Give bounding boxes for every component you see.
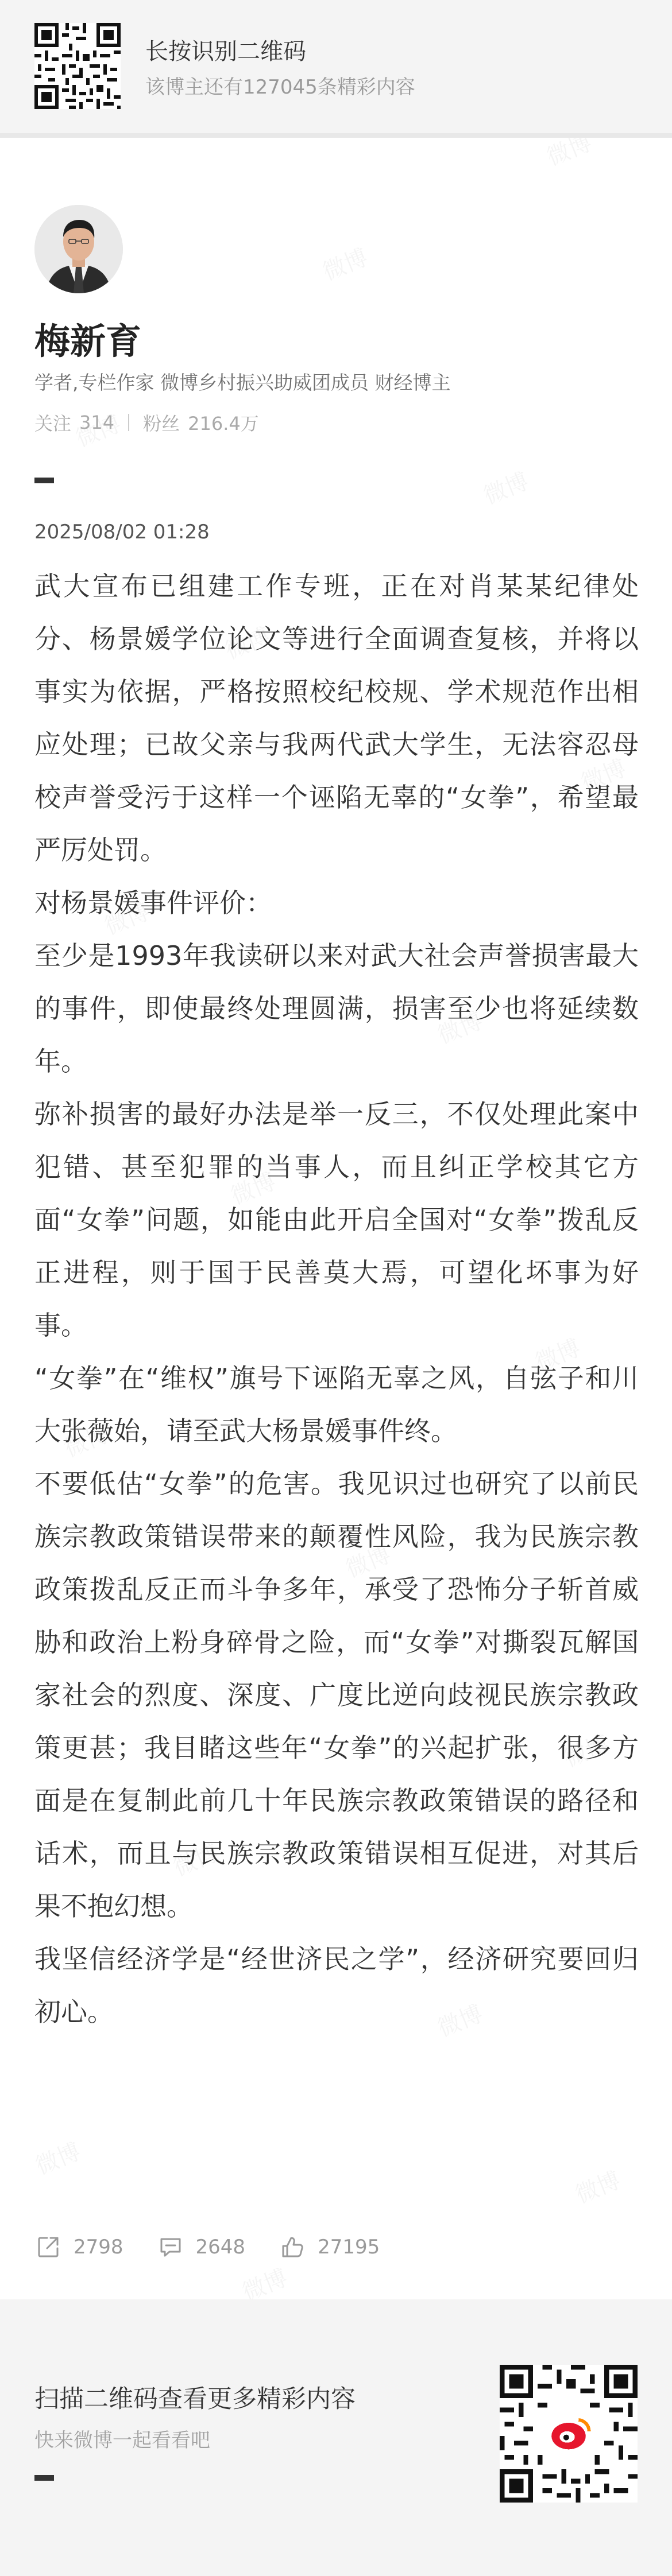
- like-count: 27195: [318, 2236, 380, 2259]
- avatar[interactable]: [34, 205, 123, 293]
- user-name[interactable]: 梅新育: [34, 320, 142, 362]
- post-paragraph: 弥补损害的最好办法是举一反三，不仅处理此案中犯错、甚至犯罪的当事人，而且纠正学校其它方面“女拳”问题，如能由此开启全国对“女拳”拨乱反正进程，则于国于民善莫大焉，可望化坏事为好事。: [34, 1099, 639, 1341]
- post-paragraph: 不要低估“女拳”的危害。我见识过也研究了以前民族宗教政策错误带来的颠覆性风险，我为民族宗教政策拨乱反正而斗争多年，承受了恐怖分子斩首威胁和政治上粉身碎骨之险，而“女拳”对撕裂瓦解国家社会的烈度、深度、广度比逆向歧视民族宗教政策更甚；我目睹这些年“女拳”的兴起扩张，很多方面是在复制此前几十年民族宗教政策错误的路径和话术，而且与民族宗教政策错误相互促进，对其后果不抱幻想。: [34, 1468, 639, 1922]
- qr-code-icon[interactable]: [34, 23, 121, 109]
- footer-divider-bar: [34, 2475, 54, 2481]
- footer-subtitle: 快来微博一起看看吧: [34, 2429, 210, 2452]
- post-actions: [34, 2230, 413, 2264]
- followers-label: 粉丝: [143, 413, 180, 434]
- user-stats: [34, 409, 259, 436]
- watermark-text: [30, 2133, 85, 2181]
- banner-subtitle: 该博主还有127045条精彩内容: [145, 76, 415, 99]
- comment-count: 2648: [195, 2236, 246, 2259]
- like-button[interactable]: [279, 2233, 380, 2261]
- post-paragraph: 武大宣布已组建工作专班，正在对肖某某纪律处分、杨景媛学位论文等进行全面调查复核，并将以事实为依据，严格按照校纪校规、学术规范作出相应处理；已故父亲与我两代武大学生，无法容忍母校声誉受污于这样一个诬陷无辜的“女拳”，希望最严厉处罚。: [34, 571, 639, 866]
- stats-divider: [128, 414, 129, 431]
- following-count: 314: [79, 412, 115, 433]
- post-timestamp: 2025/08/02 01:28: [34, 521, 210, 544]
- post-content: [34, 560, 639, 2038]
- share-button[interactable]: [34, 2233, 123, 2261]
- qr-banner[interactable]: [0, 0, 672, 138]
- watermark-text: [478, 463, 533, 511]
- footer-title: 扫描二维码查看更多精彩内容: [34, 2385, 356, 2414]
- post-paragraph: 我坚信经济学是“经世济民之学”，经济研究要回归初心。: [34, 1943, 639, 2027]
- share-icon: [34, 2233, 62, 2261]
- footer-qr-section[interactable]: [0, 2299, 672, 2576]
- following-label: 关注: [34, 413, 72, 434]
- post-paragraph: “女拳”在“维权”旗号下诬陷无辜之风，自弦子和川大张薇始，请至武大杨景媛事件终。: [34, 1363, 639, 1446]
- comment-icon: [157, 2233, 184, 2261]
- user-description: 学者,专栏作家 微博乡村振兴助威团成员 财经博主: [34, 371, 451, 394]
- banner-title: 长按识别二维码: [145, 38, 306, 65]
- divider-bar: [34, 478, 54, 483]
- watermark-text: [570, 2162, 625, 2210]
- like-icon: [279, 2233, 306, 2261]
- post-paragraph: 对杨景媛事件评价：: [34, 887, 272, 918]
- watermark-text: [317, 239, 372, 287]
- weibo-qr-code-icon[interactable]: [500, 2365, 638, 2503]
- followers-count: 216.4万: [188, 413, 259, 434]
- post-paragraph: 至少是1993年我读研以来对武大社会声誉损害最大的事件，即使最终处理圆满，损害至少也将延续数年。: [34, 940, 639, 1077]
- share-count: 2798: [74, 2236, 123, 2259]
- comment-button[interactable]: [157, 2233, 246, 2261]
